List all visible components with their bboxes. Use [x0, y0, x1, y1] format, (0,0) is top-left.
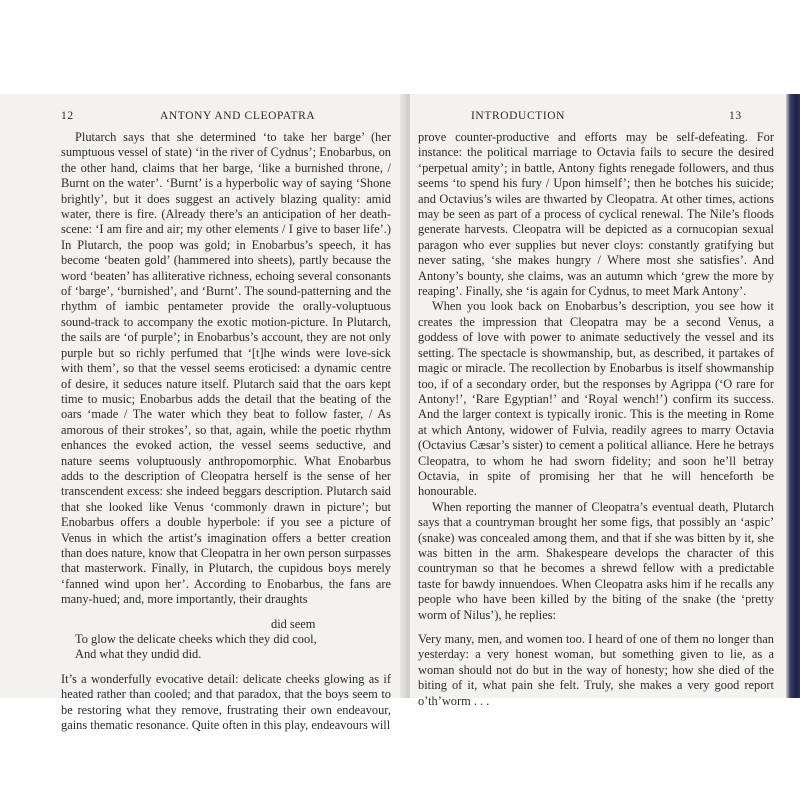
book-spread [0, 94, 800, 733]
book-cover-edge [786, 94, 800, 698]
paragraph: Plutarch says that she determined ‘to take her barge’ (her sumptuous vessel of state) ‘in the river of Cydnus’; Enobarbus, on the other hand, claims that her barge, ‘like a burnished throne, / Burnt on the water’. ‘Burnt’ is a hyperbolic way of saying ‘Shone brightly’, but it does suggest an actively blazing quality: amid water, there is fire. (Already there’s an anticipation of her death-scene: ‘I am fire and air; my other elements / I give to baser life’.) In Plutarch, the poop was gold; in Enobarbus’s speech, it has become ‘beaten gold’ (hammered into sheets), partly because the word ‘beaten’ has alliterative richness, echoing several consonants of ‘barge’, ‘burnished’, and ‘Burnt’. The sound-patterning and the rhythm of iambic pentameter provide the orally-voluptuous sound-track to accompany the exotic motion-picture. In Plutarch, the sails are ‘of purple’; in Enobarbus’s account, they are not only purple but so richly perfumed that ‘[t]he winds were love-sick with them’, so that the vessel seems eroticised: a dynamic centre of desire, it seduces nature itself. Plutarch said that the oars kept time to music; Enobarbus adds the detail that the beating of the oars ‘made / The water which they beat to follow faster, / As amorous of their strokes’, so that, again, while the poetic rhythm enhances the evoked action, the vessel seems seductive, and nature seems voluptuously anthropomorphic. What Enobarbus adds to the description of Cleopatra herself is the sense of her transcendent excess: she indeed beggars description. Plutarch said that she looked like Venus ‘commonly drawn in picture’; but Enobarbus offers a double hyperbole: if you see a picture of Venus in which the artist’s imagination offers a better creation than does nature, know that Cleopatra in her own person surpasses that masterwork. Finally, in Plutarch, the cupidous boys merely ‘fanned wind upon her’. According to Enobarbus, the fans are many-hued; and, more importantly, their draughts [61, 130, 391, 607]
prose-quotation: Very many, men, and women too. I heard of one of them no longer than yesterday: a very honest woman, but something given to lie, as a woman should not do but in the way of honesty; how she died of the biting of it, what pain she felt. Truly, she makes a very good report o’th’worm . . . [418, 632, 774, 708]
paragraph: It’s a wonderfully evocative detail: delicate cheeks glowing as if heated rather than cooled; and that paradox, that the boys seem to be restoring what they remove, frustrating their own endeavour, gains thematic resonance. Quite often in this play, endeavours will [61, 671, 391, 733]
page-number: 13 [729, 110, 742, 122]
verse-quotation [61, 617, 391, 663]
verse-line: And what they undid did. [75, 647, 202, 662]
page-number: 12 [61, 110, 74, 122]
verse-line: To glow the delicate cheeks which they did cool, [75, 632, 317, 646]
left-page [0, 94, 404, 733]
verse-line: did seem [271, 616, 316, 631]
paragraph: When reporting the manner of Cleopatra’s eventual death, Plutarch says that a countryman brought her some figs, that possibly an ‘aspic’ (snake) was concealed among them, and that if she was bitten by it, she was bitten in the arm. Shakespeare develops the character of this countryman so that he becomes a shrewd fellow with a predictable taste for bawdy innuendoes. When Cleopatra asks him if he recalls any people who have been killed by the biting of the snake (the ‘pretty worm of Nilus’), he replies: [418, 499, 774, 622]
paragraph: When you look back on Enobarbus’s description, you see how it creates the impression that Cleopatra may be a second Venus, a goddess of love with power to animate seductively the vessel and its setting. The spectacle is showmanship, but, as described, it partakes of magic or miracle. The recollection by Enobarbus is itself showmanship too, if of a secondary order, but the responses by Agrippa (‘O rare for Antony!’, ‘Rare Egyptian!’ and ‘Royal wench!’) confirm its success. And the larger context is typically ironic. This is the meeting in Rome at which Antony, widower of Fulvia, readily agrees to marry Octavia (Octavius Cæsar’s sister) to cement a political alliance. Here he betrays Cleopatra, to whom he had sworn fidelity; and soon he’ll betray Octavia, in spite of promising her that he will henceforth be honourable. [418, 299, 774, 499]
paragraph: prove counter-productive and efforts may be self-defeating. For instance: the political marriage to Octavia fails to secure the desired ‘perpetual amity’; in battle, Antony fights renegade followers, and thus seems ‘to spend his fury / Upon himself’; then he botches his suicide; and Octavius’s wiles are thwarted by Cleopatra. At other times, actions may be seen as part of a process of cyclical renewal. The Nile’s floods generate harvests. Cleopatra will be depicted as a cornucopian sexual paragon who ever supplies but never cloys: constantly gratifying but never sating, ‘she makes hungry / Where most she satisfies’. And Antony’s bounty, she claims, was an autumn which ‘grew the more by reaping’. Finally, she ‘is again for Cydnus, to meet Mark Antony’. [418, 130, 774, 299]
body-text [61, 130, 391, 733]
running-head: ANTONY AND CLEOPATRA [160, 110, 316, 122]
running-head: INTRODUCTION [471, 110, 566, 122]
body-text [418, 130, 774, 709]
right-page [410, 94, 788, 708]
